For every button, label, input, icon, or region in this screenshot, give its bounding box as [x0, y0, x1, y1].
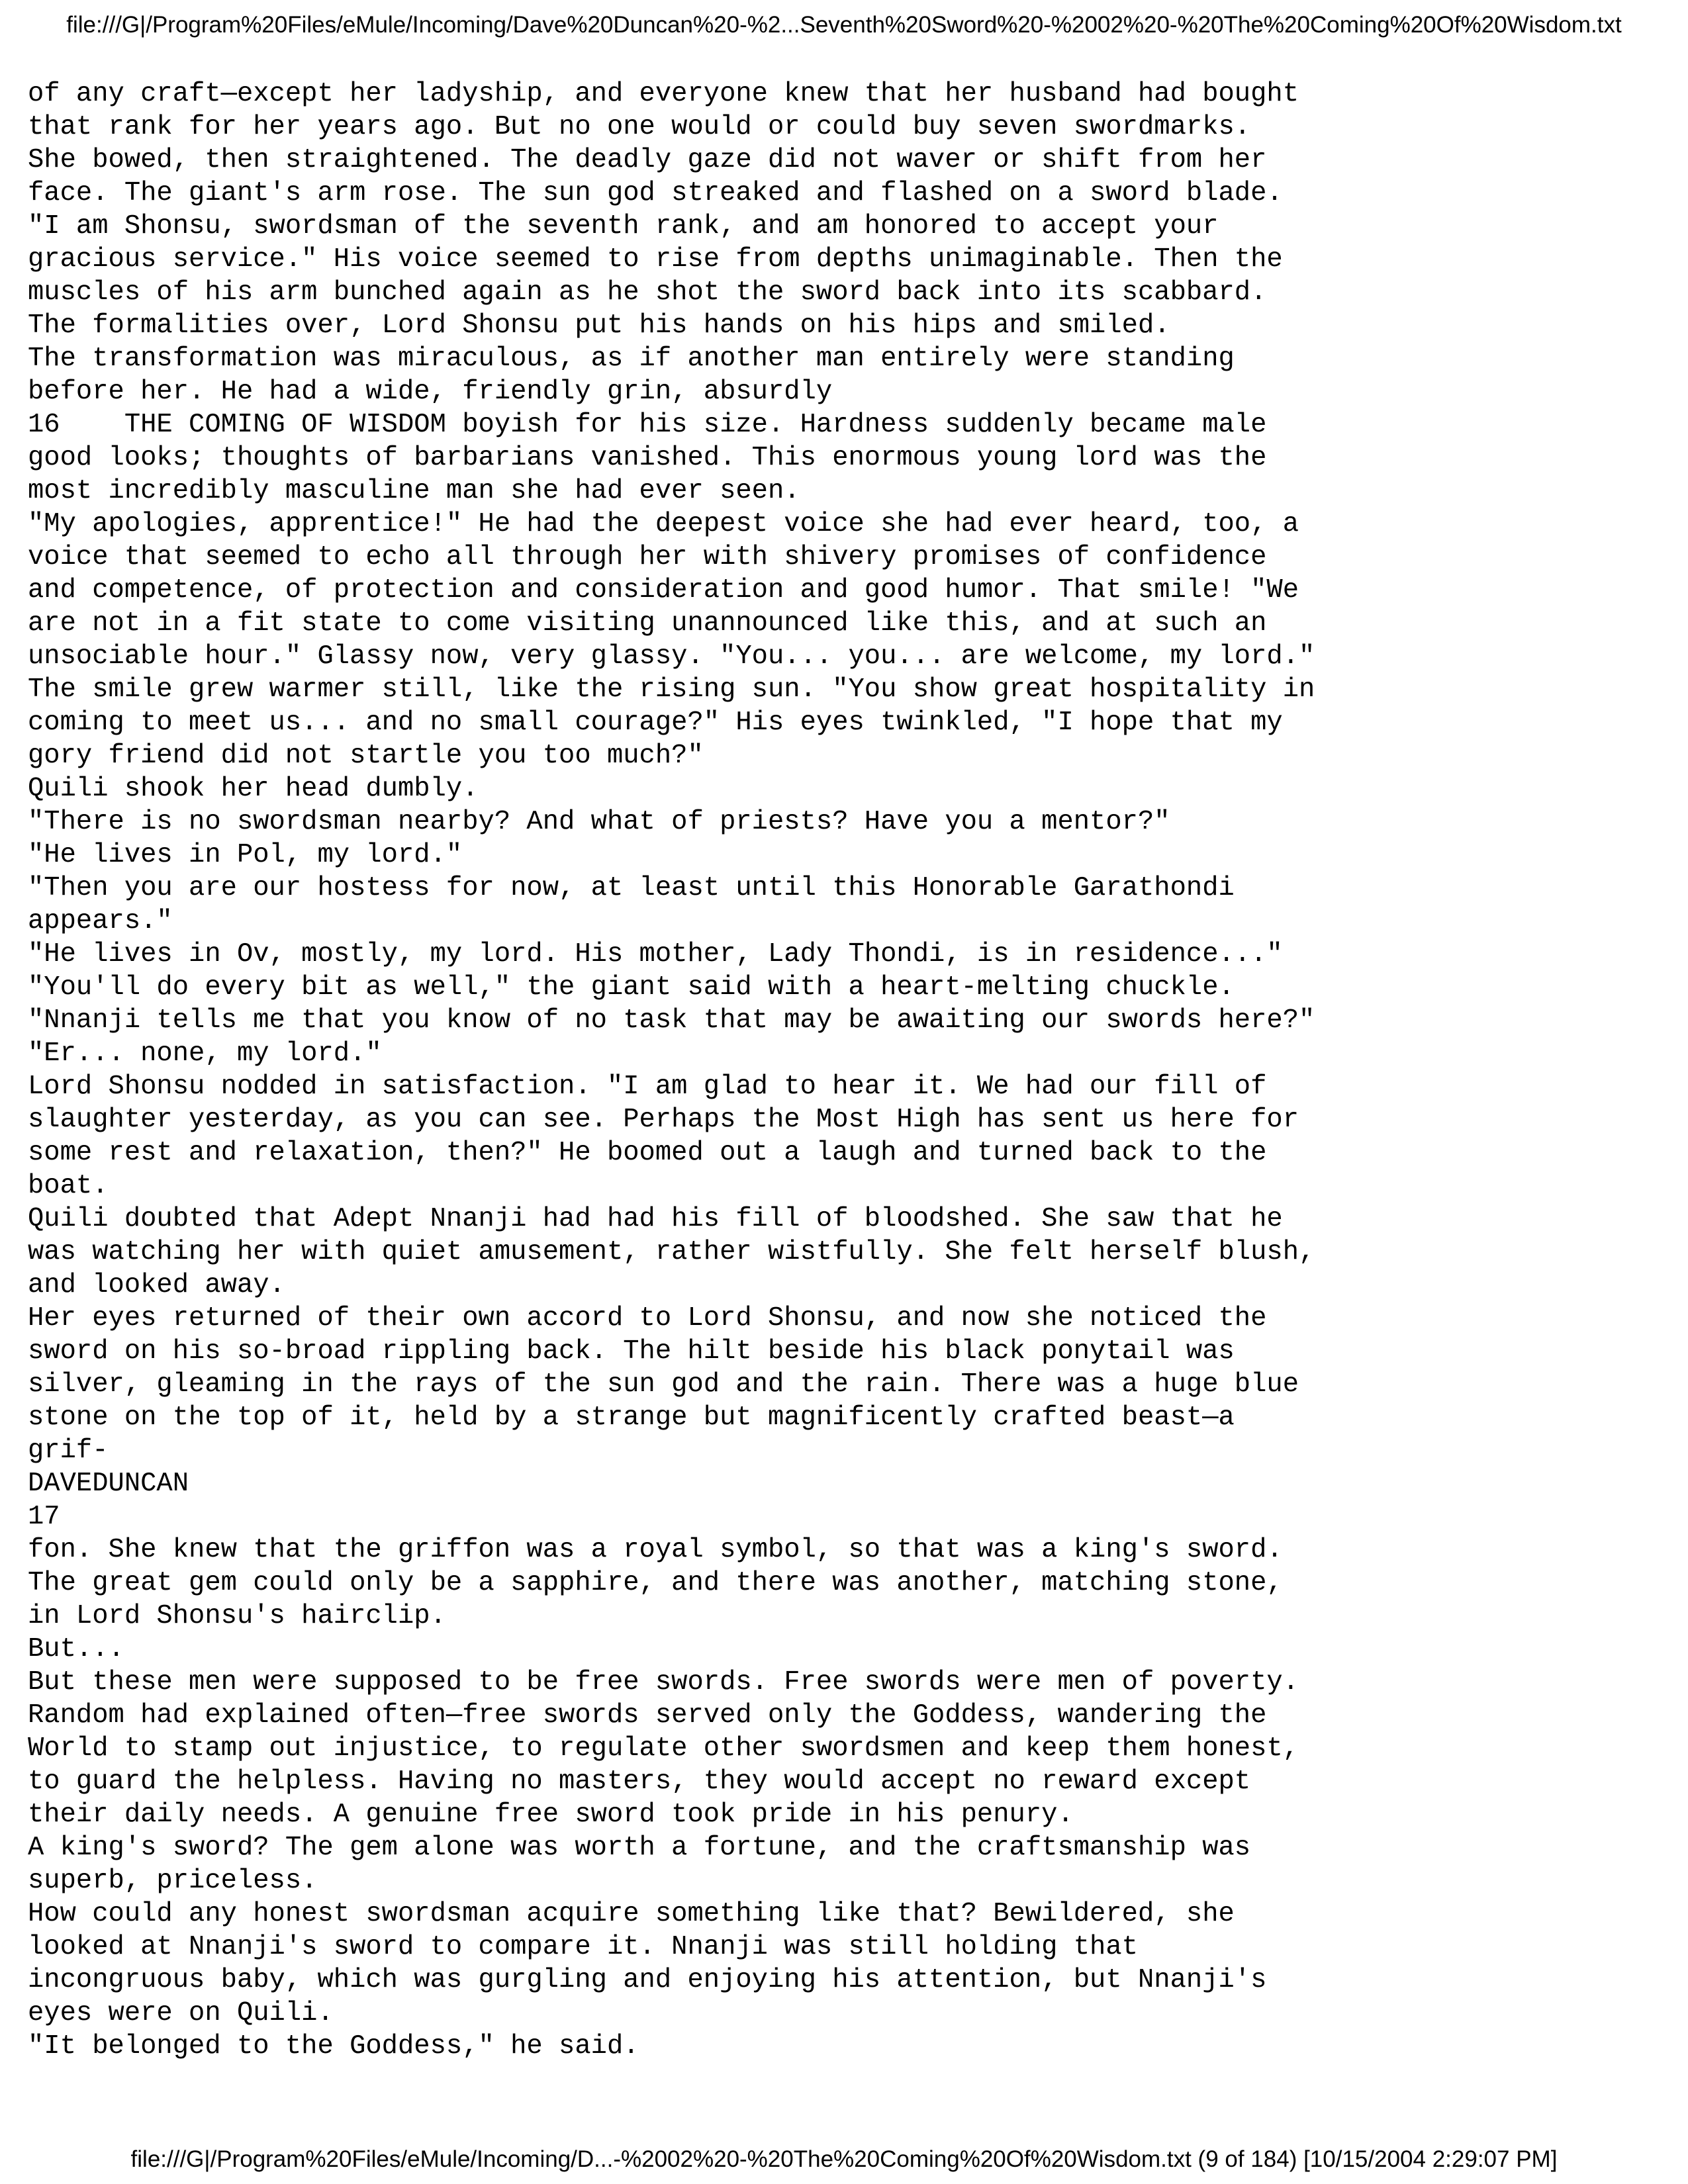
text-line: most incredibly masculine man she had ever seen. [28, 476, 800, 506]
text-line: of any craft—except her ladyship, and everyone knew that her husband had bought [28, 79, 1299, 109]
text-line: World to stamp out injustice, to regulate other swordsmen and keep them honest, [28, 1733, 1299, 1764]
text-line: and competence, of protection and consideration and good humor. That smile! "We [28, 575, 1299, 606]
text-line: 17 [28, 1502, 60, 1532]
text-line: 16 THE COMING OF WISDOM boyish for his size. Hardness suddenly became male [28, 410, 1267, 440]
text-line: She bowed, then straightened. The deadly gaze did not waver or shift from her [28, 145, 1267, 175]
text-line: stone on the top of it, held by a strange but magnificently crafted beast—a [28, 1402, 1235, 1433]
text-line: some rest and relaxation, then?" He boomed out a laugh and turned back to the [28, 1138, 1267, 1168]
text-line: eyes were on Quili. [28, 1998, 334, 2028]
text-line: DAVEDUNCAN [28, 1469, 189, 1499]
text-line: "Nnanji tells me that you know of no task that may be awaiting our swords here?" [28, 1005, 1315, 1036]
text-line: "He lives in Pol, my lord." [28, 840, 463, 870]
text-line: sword on his so-broad rippling back. The hilt beside his black ponytail was [28, 1336, 1235, 1367]
text-line: unsociable hour." Glassy now, very glassy. "You... you... are welcome, my lord." [28, 641, 1315, 672]
text-line: A king's sword? The gem alone was worth a fortune, and the craftsmanship was [28, 1833, 1251, 1863]
text-line: "There is no swordsman nearby? And what of priests? Have you a mentor?" [28, 807, 1170, 837]
text-line: The great gem could only be a sapphire, and there was another, matching stone, [28, 1568, 1283, 1598]
text-line: their daily needs. A genuine free sword took pride in his penury. [28, 1799, 1074, 1830]
text-line: "Er... none, my lord." [28, 1038, 382, 1069]
text-line: Quili shook her head dumbly. [28, 774, 479, 804]
text-line: The transformation was miraculous, as if another man entirely were standing [28, 343, 1235, 374]
text-line: fon. She knew that the griffon was a royal symbol, so that was a king's sword. [28, 1535, 1283, 1565]
text-line: Her eyes returned of their own accord to Lord Shonsu, and now she noticed the [28, 1303, 1267, 1334]
text-line: that rank for her years ago. But no one would or could buy seven swordmarks. [28, 112, 1251, 142]
text-line: But these men were supposed to be free swords. Free swords were men of poverty. [28, 1667, 1299, 1698]
text-line: Lord Shonsu nodded in satisfaction. "I am glad to hear it. We had our fill of [28, 1071, 1267, 1102]
text-line: Quili doubted that Adept Nnanji had had his fill of bloodshed. She saw that he [28, 1204, 1283, 1234]
text-line: before her. He had a wide, friendly grin, absurdly [28, 377, 833, 407]
page-header-url: file:///G|/Program%20Files/eMule/Incoming/Dave%20Duncan%20-%2...Seventh%20Sword%20-%2002%20-%20The%20Coming%20Of%20Wisdom.txt [66, 12, 1622, 38]
text-line: superb, priceless. [28, 1866, 318, 1896]
text-line: muscles of his arm bunched again as he shot the sword back into its scabbard. [28, 277, 1267, 308]
document-body [28, 77, 1663, 2063]
page-footer-url: file:///G|/Program%20Files/eMule/Incoming/D...-%2002%20-%20The%20Coming%20Of%20Wisdom.txt (9 of 184) [10/15/2004 2:29:07 PM] [130, 2146, 1558, 2172]
text-line: was watching her with quiet amusement, rather wistfully. She felt herself blush, [28, 1237, 1315, 1267]
text-line: face. The giant's arm rose. The sun god streaked and flashed on a sword blade. [28, 178, 1283, 208]
text-line: voice that seemed to echo all through her with shivery promises of confidence [28, 542, 1267, 572]
text-line: Random had explained often—free swords served only the Goddess, wandering the [28, 1700, 1267, 1731]
text-line: incongruous baby, which was gurgling and enjoying his attention, but Nnanji's [28, 1965, 1267, 1995]
text-line: "You'll do every bit as well," the giant said with a heart-melting chuckle. [28, 972, 1235, 1003]
text-line: "It belonged to the Goddess," he said. [28, 2031, 639, 2062]
text-line: "My apologies, apprentice!" He had the deepest voice she had ever heard, too, a [28, 509, 1299, 539]
text-line: "I am Shonsu, swordsman of the seventh rank, and am honored to accept your [28, 211, 1219, 242]
text-line: coming to meet us... and no small courage?" His eyes twinkled, "I hope that my [28, 707, 1283, 738]
text-line: appears." [28, 906, 173, 936]
text-line: looked at Nnanji's sword to compare it. Nnanji was still holding that [28, 1932, 1138, 1962]
text-line: The formalities over, Lord Shonsu put his hands on his hips and smiled. [28, 310, 1170, 341]
text-line: grif- [28, 1435, 109, 1466]
text-line: slaughter yesterday, as you can see. Perhaps the Most High has sent us here for [28, 1105, 1299, 1135]
text-line: gory friend did not startle you too much?" [28, 741, 704, 771]
text-line: gracious service." His voice seemed to rise from depths unimaginable. Then the [28, 244, 1283, 275]
text-line: But... [28, 1634, 124, 1664]
text-line: and looked away. [28, 1270, 285, 1300]
text-line: silver, gleaming in the rays of the sun god and the rain. There was a huge blue [28, 1369, 1299, 1400]
text-line: The smile grew warmer still, like the rising sun. "You show great hospitality in [28, 674, 1315, 705]
text-line: in Lord Shonsu's hairclip. [28, 1601, 446, 1631]
text-line: are not in a fit state to come visiting unannounced like this, and at such an [28, 608, 1267, 639]
text-line: "Then you are our hostess for now, at least until this Honorable Garathondi [28, 873, 1235, 903]
text-line: How could any honest swordsman acquire something like that? Bewildered, she [28, 1899, 1235, 1929]
text-line: good looks; thoughts of barbarians vanished. This enormous young lord was the [28, 443, 1267, 473]
text-line: "He lives in Ov, mostly, my lord. His mother, Lady Thondi, is in residence..." [28, 939, 1283, 970]
text-line: boat. [28, 1171, 109, 1201]
text-line: to guard the helpless. Having no masters, they would accept no reward except [28, 1766, 1251, 1797]
